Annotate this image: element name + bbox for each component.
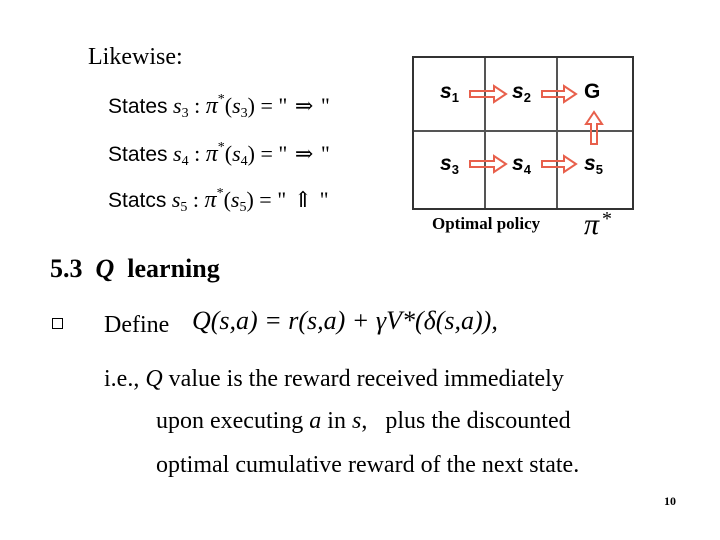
pi-symbol: π (584, 208, 600, 241)
arrow-s3-s4 (470, 156, 506, 172)
optimal-policy-grid (412, 56, 634, 210)
arrow-s1-s2 (470, 86, 506, 102)
states-word: States (108, 143, 168, 166)
star-symbol: * (602, 208, 612, 230)
state-var: s (173, 93, 182, 118)
policy-arrow: ⇑ (293, 187, 313, 212)
state-sub: 4 (181, 154, 189, 169)
state-var: s (171, 187, 181, 212)
arrow-s4-s5 (542, 156, 576, 172)
state-line-5: Statcs $s_5$ : $\pi^*(s_5)$ = " ⇑ " (108, 186, 329, 215)
explanation-line-2: upon executing a in s, plus the discounted (156, 408, 571, 434)
optimal-policy-caption: Optimal policy (432, 214, 541, 233)
page-number: 10 (664, 494, 676, 508)
bullet-square-icon (52, 318, 63, 329)
state-line-4: States $s_4$ : $\pi^*(s_4)$ = " ⇒ " (108, 140, 330, 169)
state-sub: 3 (181, 106, 189, 121)
states-word: States (108, 95, 168, 118)
section-heading (50, 254, 220, 284)
explanation-line-1: i.e., Q value is the reward received immediately (104, 366, 564, 392)
grid-cell-s2: $s_2$ (512, 80, 531, 105)
grid-cell-goal: G (584, 80, 601, 103)
grid-cell-s5: $s_5$ (584, 152, 603, 177)
state-line-3: States $s_3$ : $\pi^*(s_3)$ = " ⇒ " (108, 92, 330, 121)
section-q: Q (95, 254, 115, 283)
grid-cell-s1: $s_1$ (440, 80, 459, 105)
arrow-s5-g (586, 112, 602, 144)
state-var: s (173, 141, 182, 166)
grid-cell-s4: $s_4$ (512, 152, 531, 177)
arrow-s2-g (542, 86, 576, 102)
define-label: Define (104, 312, 170, 338)
section-title: learning (127, 254, 220, 283)
q-formula: Q(s,a) = r(s,a) + γV*(δ(s,a)), (192, 306, 498, 335)
likewise-label: Likewise: (88, 44, 183, 70)
grid-cell-s3: $s_3$ (440, 152, 459, 177)
explanation-line-3: optimal cumulative reward of the next state. (156, 452, 580, 478)
section-number: 5.3 (50, 254, 83, 283)
policy-arrow: ⇒ (294, 141, 314, 166)
policy-arrow: ⇒ (294, 93, 314, 118)
state-sub: 5 (180, 200, 188, 215)
states-word: Statcs (108, 189, 167, 212)
policy-arrows (414, 58, 632, 208)
